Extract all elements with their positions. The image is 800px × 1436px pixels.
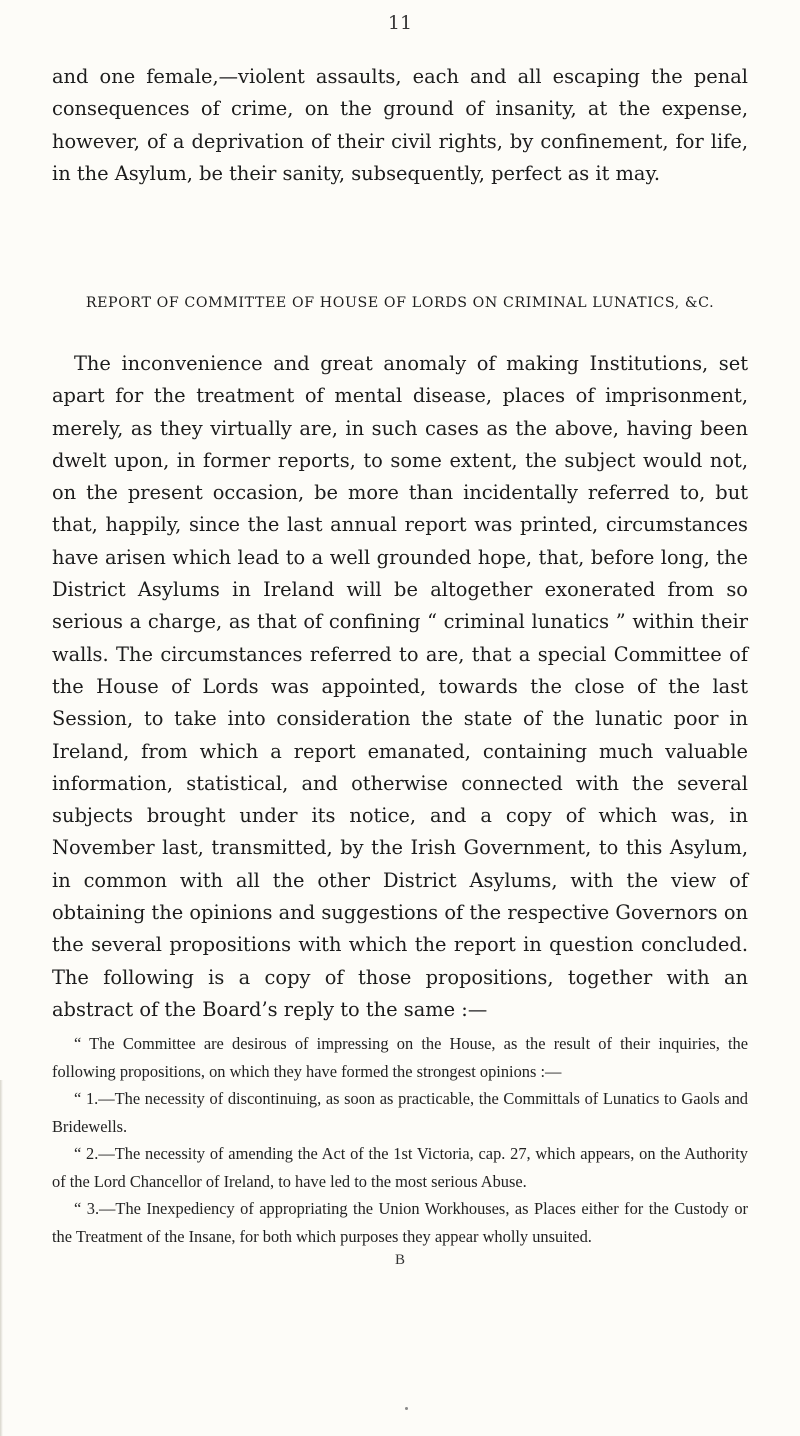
intro-paragraph: and one female,—violent assaults, each and all escaping the penal consequences of crime, on the ground of insanity, at the expense, however, of a deprivation of their civil rights, by confinement, for life, in the Asylum, be their sanity, subsequently, perfect as it may. [52,65,748,185]
signature-mark: B [394,1252,405,1268]
quote-proposition-3: “ 3.—The Inexpediency of appropriating the Union Workhouses, as Places either for the Custody or the Treatment of the Insane, for both which purposes they appear wholly unsuited. [52,1199,748,1246]
section-heading: REPORT OF COMMITTEE OF HOUSE OF LORDS ON CRIMINAL LUNATICS, &C. [85,295,715,311]
ink-speck [405,1407,408,1410]
main-paragraph: The inconvenience and great anomaly of making Institutions, set apart for the treatment of mental disease, places of imprisonment, merely, as they virtually are, in such cases as the above, having been dwelt upon, in former reports, to some extent, the subject would not, on the present occasion, be more than incidentally referred to, but that, happily, since the last annual report was printed, circumstances have arisen which lead to a well grounded hope, that, before long, the District Asylums in Ireland will be altogether exonerated from so serious a charge, as that of confining “ criminal lunatics ” within their walls. The circumstances referred to are, that a special Committee of the House of Lords was appointed, towards the close of the last Session, to take into consideration the state of the lunatic poor in Ireland, from which a report emanated, containing much valuable information, statistical, and otherwise connected with the several subjects brought under its notice, and a copy of which was, in November last, transmitted, by the Irish Government, to this Asylum, in common with all the other District Asylums, with the view of obtaining the opinions and suggestions of the respective Governors on the several propositions with which the report in question concluded. The following is a copy of those propositions, together with an abstract of the Board’s reply to the same :— [52,352,748,1021]
page-number: 11 [387,12,413,34]
quote-proposition-2: “ 2.—The necessity of amending the Act of the 1st Victoria, cap. 27, which appears, on the Authority of the Lord Chancellor of Ireland, to have led to the most serious Abuse. [52,1144,748,1191]
quote-preamble: “ The Committee are desirous of impressing on the House, as the result of their inquiries, the following propositions, on which they have formed the strongest opinions :— [52,1034,748,1081]
quote-proposition-1: “ 1.—The necessity of discontinuing, as soon as practicable, the Committals of Lunatics to Gaols and Bridewells. [52,1089,748,1136]
